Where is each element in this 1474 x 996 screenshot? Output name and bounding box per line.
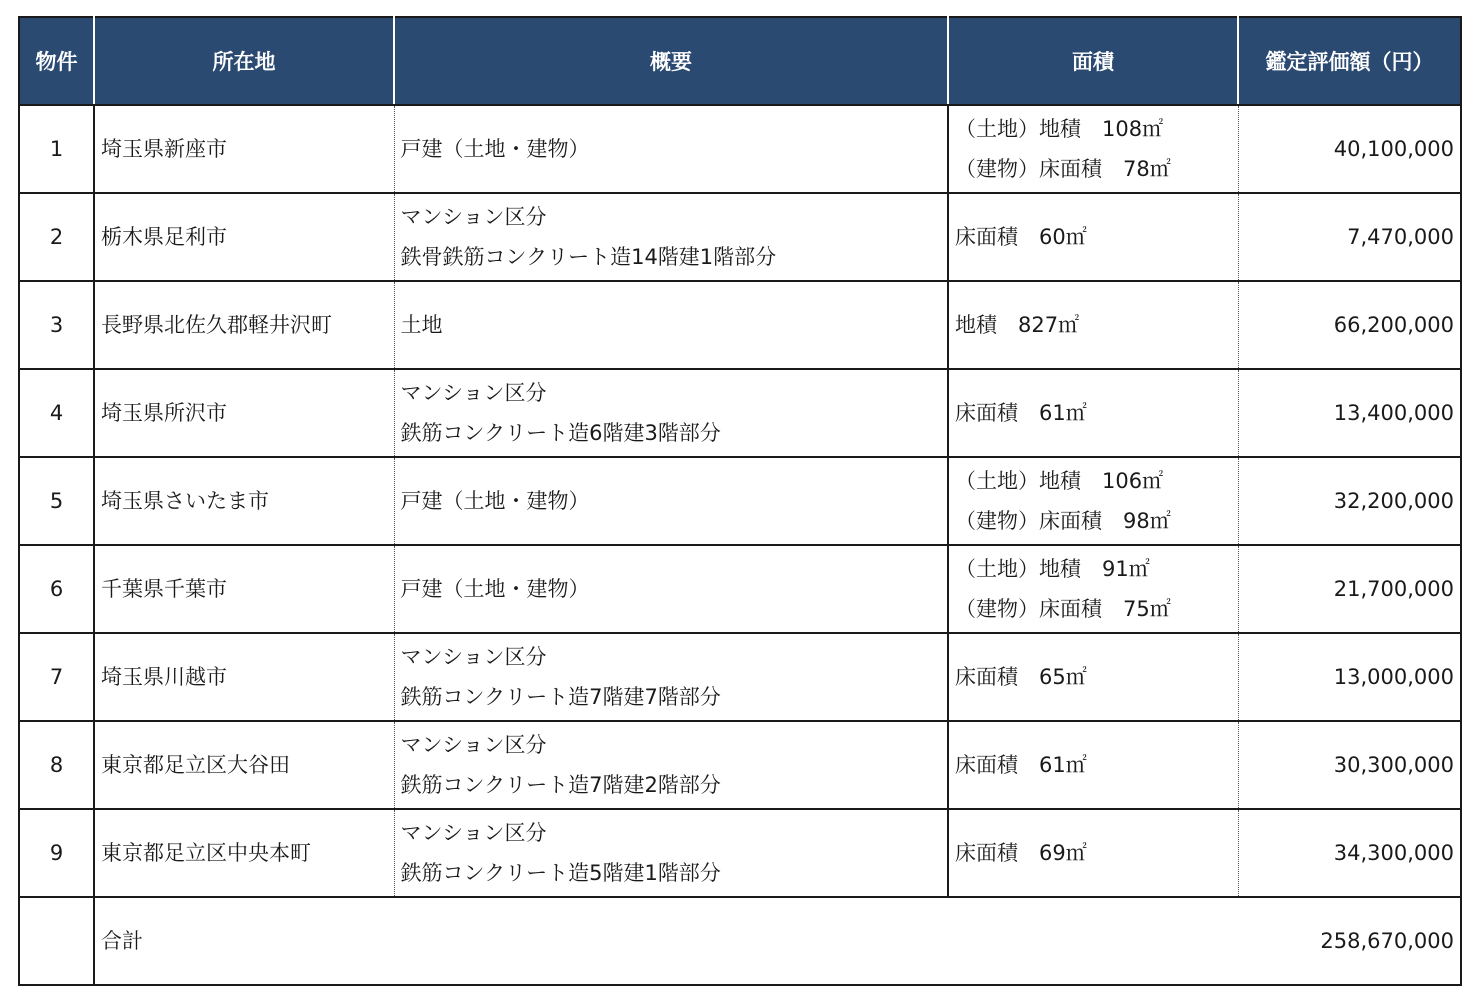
header-property-no: 物件 [19,17,94,105]
appraisal-value: 13,400,000 [1238,369,1461,457]
property-no: 6 [19,545,94,633]
area-line: 床面積 65㎡ [955,665,1087,689]
appraisal-value: 13,000,000 [1238,633,1461,721]
property-summary [394,809,948,897]
property-area [948,545,1238,633]
property-no: 8 [19,721,94,809]
header-appraisal-value: 鑑定評価額（円） [1238,17,1461,105]
summary-line: マンション区分 [400,733,547,757]
total-label: 合計 [101,929,143,953]
property-no: 9 [19,809,94,897]
appraisal-value: 66,200,000 [1238,281,1461,369]
property-location: 埼玉県所沢市 [94,369,394,457]
summary-structure-line: 鉄筋コンクリート造5階建1階部分 [400,861,721,885]
appraisal-value: 32,200,000 [1238,457,1461,545]
area-building-line: （建物）床面積 75㎡ [955,597,1171,621]
area-building-line: （建物）床面積 98㎡ [955,509,1171,533]
summary-line: マンション区分 [400,381,547,405]
summary-line: マンション区分 [400,205,547,229]
property-no: 2 [19,193,94,281]
total-row [19,897,1461,985]
summary-line: マンション区分 [400,645,547,669]
summary-structure-line: 鉄筋コンクリート造7階建2階部分 [400,773,721,797]
property-summary [394,457,948,545]
table-row [19,105,1461,193]
area-line: 床面積 61㎡ [955,753,1087,777]
table-row [19,281,1461,369]
property-location: 埼玉県新座市 [94,105,394,193]
property-summary [394,721,948,809]
property-location: 東京都足立区中央本町 [94,809,394,897]
property-area [948,721,1238,809]
table-header [19,17,1461,105]
appraisal-value: 34,300,000 [1238,809,1461,897]
property-area [948,105,1238,193]
area-building-line: （建物）床面積 78㎡ [955,157,1171,181]
summary-structure-line: 鉄骨鉄筋コンクリート造14階建1階部分 [400,245,777,269]
area-line: 床面積 61㎡ [955,401,1087,425]
table-row [19,721,1461,809]
area-line: 地積 827㎡ [955,313,1080,337]
summary-line: 戸建（土地・建物） [400,577,590,601]
total-value: 258,670,000 [1320,929,1454,953]
appraisal-value: 40,100,000 [1238,105,1461,193]
area-line: 床面積 69㎡ [955,841,1087,865]
header-summary: 概要 [394,17,948,105]
table-row [19,457,1461,545]
property-summary [394,193,948,281]
property-location: 千葉県千葉市 [94,545,394,633]
area-land-line: （土地）地積 108㎡ [955,117,1164,141]
property-summary [394,545,948,633]
area-line: 床面積 60㎡ [955,225,1087,249]
property-summary [394,633,948,721]
property-no: 4 [19,369,94,457]
property-summary [394,369,948,457]
property-summary [394,105,948,193]
summary-structure-line: 鉄筋コンクリート造7階建7階部分 [400,685,721,709]
total-blank-cell [19,897,94,985]
appraisal-table [18,16,1462,986]
property-no: 5 [19,457,94,545]
area-land-line: （土地）地積 91㎡ [955,557,1150,581]
table-body [19,105,1461,985]
property-area [948,193,1238,281]
header-row [19,17,1461,105]
property-no: 3 [19,281,94,369]
property-location: 長野県北佐久郡軽井沢町 [94,281,394,369]
property-summary [394,281,948,369]
summary-structure-line: 鉄筋コンクリート造6階建3階部分 [400,421,721,445]
header-area: 面積 [948,17,1238,105]
summary-line: 戸建（土地・建物） [400,137,590,161]
property-location: 東京都足立区大谷田 [94,721,394,809]
property-area [948,809,1238,897]
table-row [19,633,1461,721]
table-row [19,369,1461,457]
summary-line: マンション区分 [400,821,547,845]
property-area [948,633,1238,721]
table-row [19,809,1461,897]
property-location: 埼玉県さいたま市 [94,457,394,545]
property-location: 埼玉県川越市 [94,633,394,721]
table-row [19,193,1461,281]
summary-line: 土地 [400,313,443,337]
appraisal-value: 7,470,000 [1238,193,1461,281]
property-area [948,369,1238,457]
property-area [948,281,1238,369]
property-location: 栃木県足利市 [94,193,394,281]
property-area [948,457,1238,545]
property-no: 1 [19,105,94,193]
appraisal-value: 21,700,000 [1238,545,1461,633]
summary-line: 戸建（土地・建物） [400,489,590,513]
area-land-line: （土地）地積 106㎡ [955,469,1164,493]
header-location: 所在地 [94,17,394,105]
table-row [19,545,1461,633]
property-no: 7 [19,633,94,721]
appraisal-value: 30,300,000 [1238,721,1461,809]
